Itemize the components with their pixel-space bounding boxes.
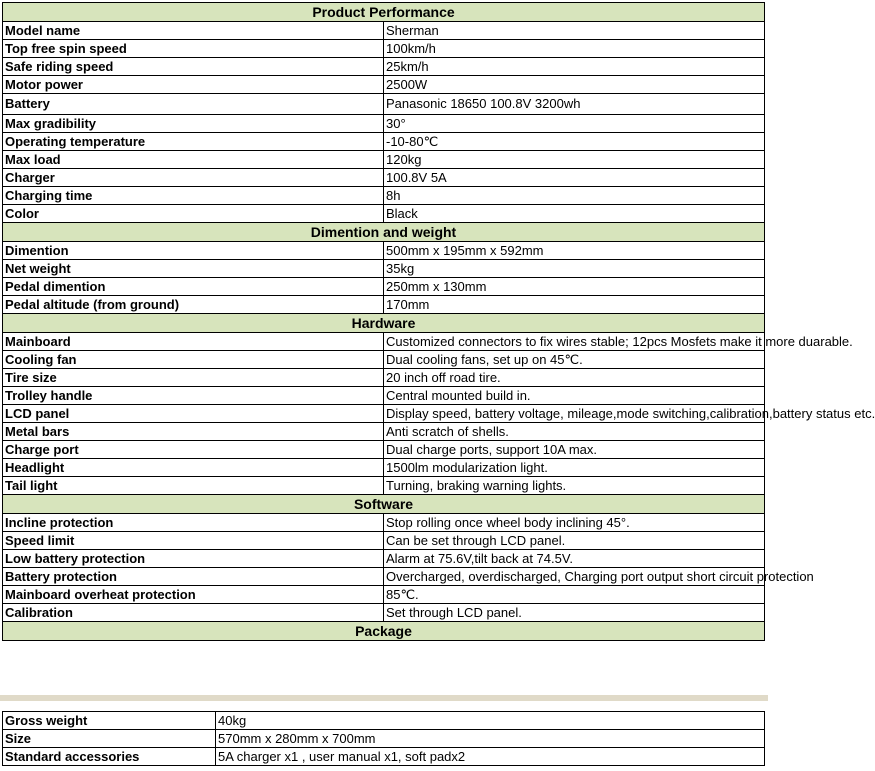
table-row	[3, 260, 765, 278]
row-value: 35kg	[384, 260, 765, 278]
table-row	[3, 333, 765, 351]
row-value: Set through LCD panel.	[384, 604, 765, 622]
table-row	[3, 459, 765, 477]
package-table	[2, 711, 765, 766]
table-row	[3, 115, 765, 133]
row-value: 100km/h	[384, 40, 765, 58]
row-value: -10-80℃	[384, 133, 765, 151]
row-label: Max gradibility	[3, 115, 384, 133]
table-row	[3, 151, 765, 169]
row-value: Customized connectors to fix wires stable; 12pcs Mosfets make it more duarable.	[384, 333, 765, 351]
row-label: Safe riding speed	[3, 58, 384, 76]
row-label: Calibration	[3, 604, 384, 622]
row-value: Stop rolling once wheel body inclining 45°.	[384, 514, 765, 532]
table-row	[3, 748, 765, 766]
row-value: 570mm x 280mm x 700mm	[216, 730, 765, 748]
table-row	[3, 423, 765, 441]
table-row	[3, 94, 765, 115]
row-value: 25km/h	[384, 58, 765, 76]
page-gap	[0, 677, 768, 711]
section-header-performance	[3, 3, 765, 22]
row-value: 30°	[384, 115, 765, 133]
row-value: 40kg	[216, 712, 765, 730]
row-label: Net weight	[3, 260, 384, 278]
row-label: LCD panel	[3, 405, 384, 423]
row-value: Display speed, battery voltage, mileage,mode switching,calibration,battery status etc.	[384, 405, 765, 423]
row-value: Anti scratch of shells.	[384, 423, 765, 441]
row-label: Speed limit	[3, 532, 384, 550]
table-row	[3, 22, 765, 40]
row-label: Tail light	[3, 477, 384, 495]
row-value: Alarm at 75.6V,tilt back at 74.5V.	[384, 550, 765, 568]
table-row	[3, 405, 765, 423]
table-row	[3, 586, 765, 604]
table-row	[3, 40, 765, 58]
table-row	[3, 351, 765, 369]
section-header-package	[3, 622, 765, 641]
row-value: Dual charge ports, support 10A max.	[384, 441, 765, 459]
row-label: Size	[3, 730, 216, 748]
row-label: Motor power	[3, 76, 384, 94]
row-label: Charge port	[3, 441, 384, 459]
table-row	[3, 296, 765, 314]
row-label: Max load	[3, 151, 384, 169]
row-value: 100.8V 5A	[384, 169, 765, 187]
row-label: Charging time	[3, 187, 384, 205]
row-value: 2500W	[384, 76, 765, 94]
section-title: Hardware	[3, 314, 765, 333]
table-row	[3, 278, 765, 296]
row-value: 170mm	[384, 296, 765, 314]
table-row	[3, 441, 765, 459]
table-row	[3, 550, 765, 568]
row-label: Mainboard overheat protection	[3, 586, 384, 604]
table-row	[3, 514, 765, 532]
section-title: Product Performance	[3, 3, 765, 22]
row-value: 120kg	[384, 151, 765, 169]
table-row	[3, 133, 765, 151]
row-label: Cooling fan	[3, 351, 384, 369]
row-label: Pedal dimention	[3, 278, 384, 296]
row-label: Trolley handle	[3, 387, 384, 405]
table-row	[3, 58, 765, 76]
row-value: 500mm x 195mm x 592mm	[384, 242, 765, 260]
section-header-software	[3, 495, 765, 514]
row-value: Sherman	[384, 22, 765, 40]
table-row	[3, 76, 765, 94]
table-row	[3, 532, 765, 550]
row-value: 5A charger x1 , user manual x1, soft padx2	[216, 748, 765, 766]
table-row	[3, 712, 765, 730]
row-value: Panasonic 18650 100.8V 3200wh	[384, 94, 765, 115]
row-label: Incline protection	[3, 514, 384, 532]
table-row	[3, 477, 765, 495]
row-label: Battery	[3, 94, 384, 115]
row-value: 250mm x 130mm	[384, 278, 765, 296]
row-value: 85℃.	[384, 586, 765, 604]
row-label: Headlight	[3, 459, 384, 477]
table-row	[3, 730, 765, 748]
row-label: Gross weight	[3, 712, 216, 730]
row-value: Central mounted build in.	[384, 387, 765, 405]
row-value: Turning, braking warning lights.	[384, 477, 765, 495]
table-row	[3, 242, 765, 260]
section-title: Software	[3, 495, 765, 514]
table-row	[3, 187, 765, 205]
row-label: Low battery protection	[3, 550, 384, 568]
page-divider	[0, 695, 768, 701]
section-header-hardware	[3, 314, 765, 333]
section-header-dimension	[3, 223, 765, 242]
row-value: Overcharged, overdischarged, Charging port output short circuit protection	[384, 568, 765, 586]
section-title: Package	[3, 622, 765, 641]
table-row	[3, 205, 765, 223]
row-value: 8h	[384, 187, 765, 205]
section-title: Dimention and weight	[3, 223, 765, 242]
table-row	[3, 169, 765, 187]
row-label: Operating temperature	[3, 133, 384, 151]
row-label: Battery protection	[3, 568, 384, 586]
row-label: Mainboard	[3, 333, 384, 351]
row-value: Can be set through LCD panel.	[384, 532, 765, 550]
row-value: Black	[384, 205, 765, 223]
row-label: Model name	[3, 22, 384, 40]
table-row	[3, 387, 765, 405]
row-label: Metal bars	[3, 423, 384, 441]
row-value: Dual cooling fans, set up on 45℃.	[384, 351, 765, 369]
table-row	[3, 604, 765, 622]
table-row	[3, 369, 765, 387]
row-value: 20 inch off road tire.	[384, 369, 765, 387]
row-label: Pedal altitude (from ground)	[3, 296, 384, 314]
row-label: Dimention	[3, 242, 384, 260]
table-row	[3, 568, 765, 586]
row-label: Color	[3, 205, 384, 223]
row-value: 1500lm modularization light.	[384, 459, 765, 477]
row-label: Charger	[3, 169, 384, 187]
row-label: Standard accessories	[3, 748, 216, 766]
row-label: Tire size	[3, 369, 384, 387]
row-label: Top free spin speed	[3, 40, 384, 58]
spec-table	[2, 2, 875, 641]
